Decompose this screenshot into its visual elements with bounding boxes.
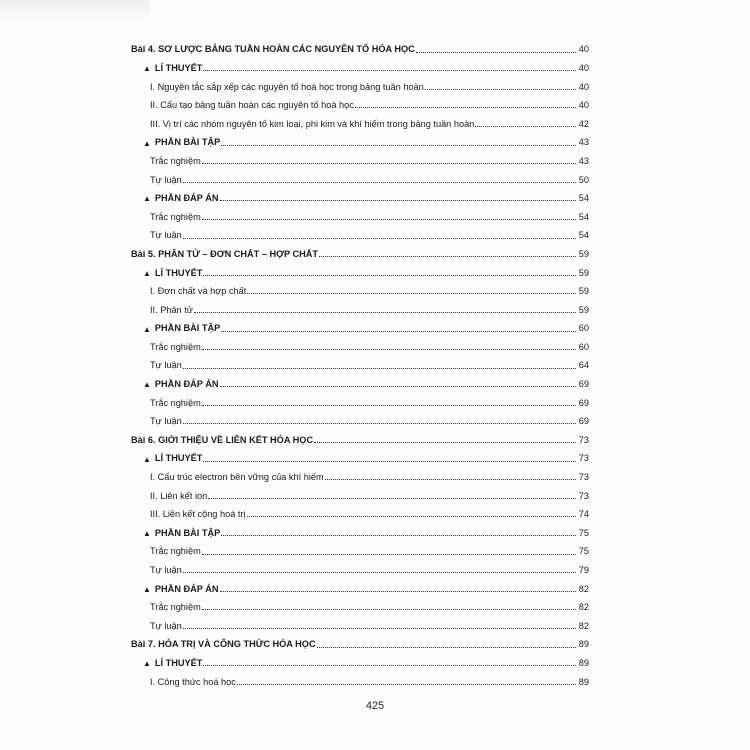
toc-subsection-row [131, 92, 589, 111]
toc-subsection-row [131, 222, 589, 241]
toc-entry-title: Bài 6. GIỚI THIỆU VỀ LIÊN KẾT HÓA HỌC [131, 434, 314, 445]
toc-chapter-row [131, 241, 589, 260]
toc-chapter-row [131, 36, 589, 55]
toc-subsection-row [131, 296, 589, 315]
toc-section-row [131, 445, 589, 464]
triangle-bullet-icon: ▲ [143, 380, 151, 390]
triangle-bullet-icon: ▲ [143, 324, 151, 334]
toc-subsection-row [131, 408, 589, 427]
toc-entry-title: PHẦN BÀI TẬP [154, 323, 221, 334]
toc-page-number: 82 [578, 620, 589, 631]
dot-leader [221, 535, 576, 536]
toc-section-row [131, 575, 589, 594]
toc-page-number: 73 [578, 490, 589, 501]
dot-leader [202, 609, 576, 610]
toc-page-number: 82 [578, 602, 589, 613]
toc-subsection-row [131, 501, 589, 520]
dot-leader [183, 423, 576, 424]
dot-leader [203, 461, 576, 462]
toc-entry-title: Bài 7. HÓA TRỊ VÀ CÔNG THỨC HÓA HỌC [131, 639, 316, 650]
dot-leader [425, 89, 576, 90]
dot-leader [183, 368, 576, 369]
toc-subsection-row [131, 594, 589, 613]
toc-page-number: 73 [578, 472, 589, 483]
dot-leader [194, 312, 576, 313]
toc-page-number: 75 [578, 527, 589, 538]
toc-page-number: 40 [578, 100, 589, 111]
toc-page-number: 74 [578, 509, 589, 520]
dot-leader [183, 238, 576, 239]
toc-entry-title: Trắc nghiệm [150, 341, 201, 352]
toc-entry-title: II. Liên kết ion [150, 490, 208, 501]
dot-leader [221, 145, 576, 146]
dot-leader [202, 554, 576, 555]
toc-subsection-row [131, 668, 589, 687]
table-of-contents [131, 36, 589, 687]
dot-leader [183, 182, 576, 183]
toc-entry-title: Trắc nghiệm [150, 211, 201, 222]
toc-subsection-row [131, 482, 589, 501]
dot-leader [203, 275, 576, 276]
dot-leader [208, 498, 576, 499]
dot-leader [202, 219, 576, 220]
page-shadow [0, 0, 150, 20]
toc-entry-title: I. Đơn chất và hợp chất [150, 286, 247, 297]
toc-subsection-row [131, 278, 589, 297]
dot-leader [203, 70, 576, 71]
toc-page-number: 54 [578, 193, 589, 204]
dot-leader [220, 591, 576, 592]
toc-page-number: 89 [578, 639, 589, 650]
toc-section-row [131, 315, 589, 334]
triangle-bullet-icon: ▲ [143, 194, 151, 204]
toc-section-row [131, 371, 589, 390]
dot-leader [247, 516, 576, 517]
toc-entry-title: Trắc nghiệm [150, 155, 201, 166]
dot-leader [220, 200, 576, 201]
toc-page-number: 40 [578, 44, 589, 55]
toc-chapter-row [131, 631, 589, 650]
toc-entry-title: PHẦN ĐÁP ÁN [154, 193, 219, 204]
toc-subsection-row [131, 557, 589, 576]
toc-page-number: 59 [578, 304, 589, 315]
toc-entry-title: II. Cấu tạo bảng tuần hoàn các nguyên tố hoá học [150, 100, 354, 111]
toc-subsection-row [131, 352, 589, 371]
toc-page-number: 60 [578, 341, 589, 352]
toc-page-number: 43 [578, 137, 589, 148]
dot-leader [202, 349, 576, 350]
toc-entry-title: LÍ THUYẾT [154, 62, 203, 73]
dot-leader [220, 386, 576, 387]
toc-page-number: 59 [578, 267, 589, 278]
toc-section-row [131, 650, 589, 669]
toc-subsection-row [131, 73, 589, 92]
toc-entry-title: Tự luận [150, 416, 182, 427]
toc-entry-title: I. Công thức hoá học [150, 676, 236, 687]
dot-leader [355, 107, 576, 108]
toc-page-number: 42 [578, 118, 589, 129]
toc-page-number: 69 [578, 416, 589, 427]
toc-entry-title: I. Nguyên tắc sắp xếp các nguyên tố hoá học trong bảng tuần hoàn [150, 81, 424, 92]
dot-leader [247, 293, 576, 294]
triangle-bullet-icon: ▲ [143, 659, 151, 669]
triangle-bullet-icon: ▲ [143, 584, 151, 594]
toc-section-row [131, 55, 589, 74]
toc-entry-title: III. Vị trí các nhóm nguyên tố kim loại, phi kim và khí hiếm trong bảng tuần hoàn [150, 118, 475, 129]
toc-page-number: 75 [578, 546, 589, 557]
toc-page-number: 43 [578, 155, 589, 166]
toc-page-number: 59 [578, 286, 589, 297]
toc-entry-title: LÍ THUYẾT [154, 453, 203, 464]
toc-entry-title: Tự luận [150, 620, 182, 631]
toc-chapter-row [131, 426, 589, 445]
toc-subsection-row [131, 148, 589, 167]
toc-entry-title: Trắc nghiệm [150, 546, 201, 557]
toc-subsection-row [131, 166, 589, 185]
toc-page-number: 60 [578, 323, 589, 334]
toc-page-number: 54 [578, 230, 589, 241]
dot-leader [325, 479, 576, 480]
toc-entry-title: Bài 4. SƠ LƯỢC BẢNG TUẦN HOÀN CÁC NGUYÊN TỐ HÓA HỌC [131, 44, 415, 55]
triangle-bullet-icon: ▲ [143, 268, 151, 278]
toc-page-number: 73 [578, 453, 589, 464]
toc-page-number: 54 [578, 211, 589, 222]
toc-subsection-row [131, 389, 589, 408]
toc-entry-title: III. Liên kết cộng hoá trị [150, 509, 246, 520]
dot-leader [319, 256, 576, 257]
toc-subsection-row [131, 538, 589, 557]
toc-entry-title: LÍ THUYẾT [154, 657, 203, 668]
toc-subsection-row [131, 612, 589, 631]
dot-leader [221, 331, 576, 332]
dot-leader [314, 442, 576, 443]
toc-entry-title: Trắc nghiệm [150, 602, 201, 613]
toc-subsection-row [131, 110, 589, 129]
toc-page-number: 40 [578, 62, 589, 73]
triangle-bullet-icon: ▲ [143, 138, 151, 148]
toc-entry-title: Trắc nghiệm [150, 397, 201, 408]
dot-leader [317, 647, 576, 648]
toc-page-number: 73 [578, 434, 589, 445]
dot-leader [475, 126, 576, 127]
toc-entry-title: II. Phân tử [150, 304, 193, 315]
triangle-bullet-icon: ▲ [143, 64, 151, 74]
toc-entry-title: Tự luận [150, 360, 182, 371]
toc-page-number: 59 [578, 248, 589, 259]
toc-section-row [131, 259, 589, 278]
toc-subsection-row [131, 464, 589, 483]
toc-page-number: 50 [578, 174, 589, 185]
toc-entry-title: Tự luận [150, 565, 182, 576]
dot-leader [237, 684, 576, 685]
toc-entry-title: Tự luận [150, 230, 182, 241]
page-number: 425 [365, 700, 385, 712]
toc-entry-title: PHẦN BÀI TẬP [154, 527, 221, 538]
toc-subsection-row [131, 203, 589, 222]
toc-page-number: 89 [578, 676, 589, 687]
toc-page-number: 89 [578, 657, 589, 668]
toc-entry-title: Tự luận [150, 174, 182, 185]
toc-entry-title: PHẦN ĐÁP ÁN [154, 379, 219, 390]
dot-leader [202, 405, 576, 406]
dot-leader [183, 572, 576, 573]
triangle-bullet-icon: ▲ [143, 454, 151, 464]
toc-entry-title: PHẦN BÀI TẬP [154, 137, 221, 148]
toc-page-number: 40 [578, 81, 589, 92]
toc-entry-title: LÍ THUYẾT [154, 267, 203, 278]
toc-section-row [131, 185, 589, 204]
dot-leader [416, 52, 576, 53]
toc-page-number: 82 [578, 583, 589, 594]
toc-subsection-row [131, 334, 589, 353]
dot-leader [202, 163, 576, 164]
triangle-bullet-icon: ▲ [143, 529, 151, 539]
toc-page-number: 64 [578, 360, 589, 371]
toc-entry-title: I. Cấu trúc electron bền vững của khí hiếm [150, 472, 324, 483]
dot-leader [183, 628, 576, 629]
toc-page-number: 79 [578, 565, 589, 576]
dot-leader [203, 665, 576, 666]
toc-page-number: 69 [578, 379, 589, 390]
toc-entry-title: Bài 5. PHÂN TỬ – ĐƠN CHẤT – HỢP CHẤT [131, 248, 318, 259]
toc-section-row [131, 129, 589, 148]
toc-section-row [131, 519, 589, 538]
toc-page-number: 69 [578, 397, 589, 408]
toc-entry-title: PHẦN ĐÁP ÁN [154, 583, 219, 594]
